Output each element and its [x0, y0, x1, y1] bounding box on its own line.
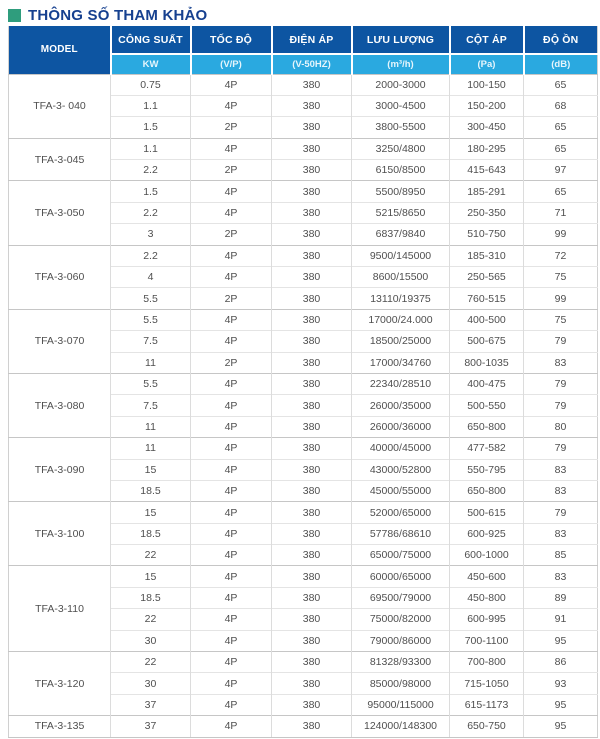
data-cell: 4P	[191, 566, 272, 587]
data-cell: 80	[524, 416, 598, 437]
data-cell: 17000/34760	[352, 352, 450, 373]
col-header-do-on: ĐỘ ỒN	[524, 26, 598, 54]
data-cell: 415-643	[450, 160, 524, 181]
data-cell: 380	[272, 652, 352, 673]
data-cell: 380	[272, 117, 352, 138]
data-cell: 83	[524, 566, 598, 587]
data-cell: 550-795	[450, 459, 524, 480]
data-cell: 400-500	[450, 309, 524, 330]
data-cell: 65	[524, 181, 598, 202]
data-cell: 4P	[191, 267, 272, 288]
col-header-toc-do: TỐC ĐỘ	[191, 26, 272, 54]
data-cell: 615-1173	[450, 694, 524, 715]
data-cell: 60000/65000	[352, 566, 450, 587]
data-cell: 71	[524, 202, 598, 223]
data-cell: 75	[524, 267, 598, 288]
data-cell: 3800-5500	[352, 117, 450, 138]
data-cell: 13110/19375	[352, 288, 450, 309]
data-cell: 650-800	[450, 480, 524, 501]
col-header-cot-ap: CỘT ÁP	[450, 26, 524, 54]
data-cell: 93	[524, 673, 598, 694]
data-cell: 8600/15500	[352, 267, 450, 288]
data-cell: 2P	[191, 352, 272, 373]
data-cell: 500-675	[450, 331, 524, 352]
data-cell: 380	[272, 267, 352, 288]
data-cell: 75	[524, 309, 598, 330]
data-cell: 3	[111, 224, 191, 245]
unit-vp: (V/P)	[191, 54, 272, 74]
model-cell: TFA-3-050	[9, 181, 111, 245]
data-cell: 37	[111, 694, 191, 715]
data-cell: 52000/65000	[352, 502, 450, 523]
data-cell: 760-515	[450, 288, 524, 309]
data-cell: 500-615	[450, 502, 524, 523]
data-cell: 4P	[191, 630, 272, 651]
data-cell: 380	[272, 181, 352, 202]
data-cell: 40000/45000	[352, 438, 450, 459]
data-cell: 5.5	[111, 373, 191, 394]
data-cell: 65000/75000	[352, 545, 450, 566]
data-cell: 380	[272, 673, 352, 694]
col-header-luu-luong: LƯU LƯỢNG	[352, 26, 450, 54]
data-cell: 65	[524, 117, 598, 138]
data-cell: 4P	[191, 652, 272, 673]
data-cell: 18.5	[111, 587, 191, 608]
data-cell: 6150/8500	[352, 160, 450, 181]
data-cell: 380	[272, 716, 352, 737]
data-cell: 700-1100	[450, 630, 524, 651]
data-cell: 5.5	[111, 309, 191, 330]
data-cell: 150-200	[450, 95, 524, 116]
data-cell: 700-800	[450, 652, 524, 673]
data-cell: 79	[524, 438, 598, 459]
data-cell: 0.75	[111, 74, 191, 95]
data-cell: 800-1035	[450, 352, 524, 373]
model-cell: TFA-3-110	[9, 566, 111, 652]
data-cell: 400-475	[450, 373, 524, 394]
data-cell: 380	[272, 480, 352, 501]
green-square-icon	[8, 9, 21, 22]
data-cell: 75000/82000	[352, 609, 450, 630]
data-cell: 100-150	[450, 74, 524, 95]
unit-m3h: (m³/h)	[352, 54, 450, 74]
model-cell: TFA-3-080	[9, 373, 111, 437]
data-cell: 380	[272, 395, 352, 416]
data-cell: 17000/24.000	[352, 309, 450, 330]
data-cell: 65	[524, 74, 598, 95]
data-cell: 600-925	[450, 523, 524, 544]
data-cell: 380	[272, 694, 352, 715]
data-cell: 4P	[191, 523, 272, 544]
data-cell: 1.1	[111, 95, 191, 116]
header-row	[9, 26, 598, 54]
data-cell: 68	[524, 95, 598, 116]
page-title: THÔNG SỐ THAM KHẢO	[28, 7, 208, 24]
data-cell: 4P	[191, 181, 272, 202]
data-cell: 4P	[191, 480, 272, 501]
data-cell: 97	[524, 160, 598, 181]
data-cell: 65	[524, 138, 598, 159]
data-cell: 2P	[191, 117, 272, 138]
data-cell: 85000/98000	[352, 673, 450, 694]
data-cell: 2P	[191, 160, 272, 181]
data-cell: 11	[111, 438, 191, 459]
data-cell: 250-350	[450, 202, 524, 223]
data-cell: 99	[524, 224, 598, 245]
table-row	[9, 138, 598, 159]
table-row	[9, 438, 598, 459]
data-cell: 185-310	[450, 245, 524, 266]
data-cell: 83	[524, 352, 598, 373]
data-cell: 4P	[191, 245, 272, 266]
table-row	[9, 245, 598, 266]
data-cell: 2.2	[111, 160, 191, 181]
data-cell: 5.5	[111, 288, 191, 309]
data-cell: 95	[524, 694, 598, 715]
data-cell: 5500/8950	[352, 181, 450, 202]
data-cell: 4P	[191, 395, 272, 416]
data-cell: 1.1	[111, 138, 191, 159]
data-cell: 95	[524, 630, 598, 651]
data-cell: 715-1050	[450, 673, 524, 694]
data-cell: 26000/36000	[352, 416, 450, 437]
model-cell: TFA-3-090	[9, 438, 111, 502]
data-cell: 600-1000	[450, 545, 524, 566]
data-cell: 380	[272, 160, 352, 181]
unit-kw: KW	[111, 54, 191, 74]
data-cell: 79	[524, 395, 598, 416]
data-cell: 4P	[191, 331, 272, 352]
data-cell: 30	[111, 630, 191, 651]
data-cell: 500-550	[450, 395, 524, 416]
data-cell: 4P	[191, 716, 272, 737]
data-cell: 4P	[191, 202, 272, 223]
data-cell: 72	[524, 245, 598, 266]
unit-db: (dB)	[524, 54, 598, 74]
model-cell: TFA-3-120	[9, 652, 111, 716]
data-cell: 4P	[191, 609, 272, 630]
data-cell: 79	[524, 373, 598, 394]
data-cell: 3250/4800	[352, 138, 450, 159]
model-cell: TFA-3- 040	[9, 74, 111, 138]
spec-table	[8, 26, 598, 738]
data-cell: 86	[524, 652, 598, 673]
data-cell: 4P	[191, 502, 272, 523]
data-cell: 380	[272, 416, 352, 437]
data-cell: 5215/8650	[352, 202, 450, 223]
data-cell: 9500/145000	[352, 245, 450, 266]
data-cell: 89	[524, 587, 598, 608]
data-cell: 3000-4500	[352, 95, 450, 116]
data-cell: 380	[272, 566, 352, 587]
data-cell: 83	[524, 523, 598, 544]
data-cell: 380	[272, 545, 352, 566]
data-cell: 380	[272, 438, 352, 459]
unit-pa: (Pa)	[450, 54, 524, 74]
data-cell: 4P	[191, 95, 272, 116]
data-cell: 2.2	[111, 202, 191, 223]
data-cell: 380	[272, 224, 352, 245]
spec-table-head	[9, 26, 598, 74]
model-cell: TFA-3-045	[9, 138, 111, 181]
data-cell: 69500/79000	[352, 587, 450, 608]
data-cell: 7.5	[111, 331, 191, 352]
data-cell: 4P	[191, 459, 272, 480]
data-cell: 95000/115000	[352, 694, 450, 715]
data-cell: 15	[111, 566, 191, 587]
table-row	[9, 74, 598, 95]
data-cell: 4P	[191, 438, 272, 459]
data-cell: 2P	[191, 224, 272, 245]
data-cell: 2P	[191, 288, 272, 309]
data-cell: 22	[111, 609, 191, 630]
col-header-dien-ap: ĐIỆN ÁP	[272, 26, 352, 54]
data-cell: 83	[524, 480, 598, 501]
data-cell: 180-295	[450, 138, 524, 159]
data-cell: 4P	[191, 673, 272, 694]
data-cell: 1.5	[111, 181, 191, 202]
data-cell: 380	[272, 288, 352, 309]
section-title	[0, 0, 600, 26]
data-cell: 380	[272, 202, 352, 223]
data-cell: 91	[524, 609, 598, 630]
data-cell: 380	[272, 95, 352, 116]
model-cell: TFA-3-060	[9, 245, 111, 309]
data-cell: 11	[111, 352, 191, 373]
data-cell: 95	[524, 716, 598, 737]
data-cell: 2000-3000	[352, 74, 450, 95]
data-cell: 380	[272, 245, 352, 266]
data-cell: 6837/9840	[352, 224, 450, 245]
data-cell: 380	[272, 352, 352, 373]
spec-table-body	[9, 74, 598, 737]
data-cell: 4P	[191, 416, 272, 437]
data-cell: 510-750	[450, 224, 524, 245]
model-cell: TFA-3-100	[9, 502, 111, 566]
table-row	[9, 566, 598, 587]
data-cell: 4P	[191, 545, 272, 566]
data-cell: 79	[524, 502, 598, 523]
data-cell: 650-800	[450, 416, 524, 437]
table-row	[9, 502, 598, 523]
data-cell: 2.2	[111, 245, 191, 266]
data-cell: 600-995	[450, 609, 524, 630]
data-cell: 380	[272, 331, 352, 352]
data-cell: 45000/55000	[352, 480, 450, 501]
data-cell: 185-291	[450, 181, 524, 202]
data-cell: 380	[272, 459, 352, 480]
col-header-model: MODEL	[9, 26, 111, 74]
data-cell: 22	[111, 545, 191, 566]
data-cell: 26000/35000	[352, 395, 450, 416]
data-cell: 81328/93300	[352, 652, 450, 673]
data-cell: 1.5	[111, 117, 191, 138]
data-cell: 4P	[191, 138, 272, 159]
data-cell: 99	[524, 288, 598, 309]
data-cell: 57786/68610	[352, 523, 450, 544]
data-cell: 15	[111, 502, 191, 523]
data-cell: 79	[524, 331, 598, 352]
table-row	[9, 652, 598, 673]
data-cell: 450-800	[450, 587, 524, 608]
data-cell: 18.5	[111, 523, 191, 544]
data-cell: 380	[272, 373, 352, 394]
model-cell: TFA-3-135	[9, 716, 111, 737]
data-cell: 79000/86000	[352, 630, 450, 651]
data-cell: 380	[272, 74, 352, 95]
data-cell: 380	[272, 523, 352, 544]
table-row	[9, 309, 598, 330]
unit-v50hz: (V-50HZ)	[272, 54, 352, 74]
data-cell: 4P	[191, 74, 272, 95]
data-cell: 4P	[191, 694, 272, 715]
data-cell: 450-600	[450, 566, 524, 587]
data-cell: 124000/148300	[352, 716, 450, 737]
model-cell: TFA-3-070	[9, 309, 111, 373]
data-cell: 11	[111, 416, 191, 437]
data-cell: 380	[272, 630, 352, 651]
data-cell: 250-565	[450, 267, 524, 288]
data-cell: 4P	[191, 309, 272, 330]
data-cell: 477-582	[450, 438, 524, 459]
table-row	[9, 373, 598, 394]
data-cell: 4P	[191, 373, 272, 394]
data-cell: 83	[524, 459, 598, 480]
data-cell: 4	[111, 267, 191, 288]
data-cell: 380	[272, 609, 352, 630]
data-cell: 18.5	[111, 480, 191, 501]
table-row	[9, 181, 598, 202]
data-cell: 85	[524, 545, 598, 566]
data-cell: 18500/25000	[352, 331, 450, 352]
data-cell: 380	[272, 138, 352, 159]
data-cell: 650-750	[450, 716, 524, 737]
data-cell: 380	[272, 502, 352, 523]
col-header-cong-suat: CÔNG SUẤT	[111, 26, 191, 54]
table-row	[9, 716, 598, 737]
data-cell: 380	[272, 587, 352, 608]
data-cell: 43000/52800	[352, 459, 450, 480]
data-cell: 4P	[191, 587, 272, 608]
data-cell: 22	[111, 652, 191, 673]
data-cell: 37	[111, 716, 191, 737]
data-cell: 30	[111, 673, 191, 694]
data-cell: 22340/28510	[352, 373, 450, 394]
data-cell: 15	[111, 459, 191, 480]
data-cell: 7.5	[111, 395, 191, 416]
data-cell: 300-450	[450, 117, 524, 138]
data-cell: 380	[272, 309, 352, 330]
